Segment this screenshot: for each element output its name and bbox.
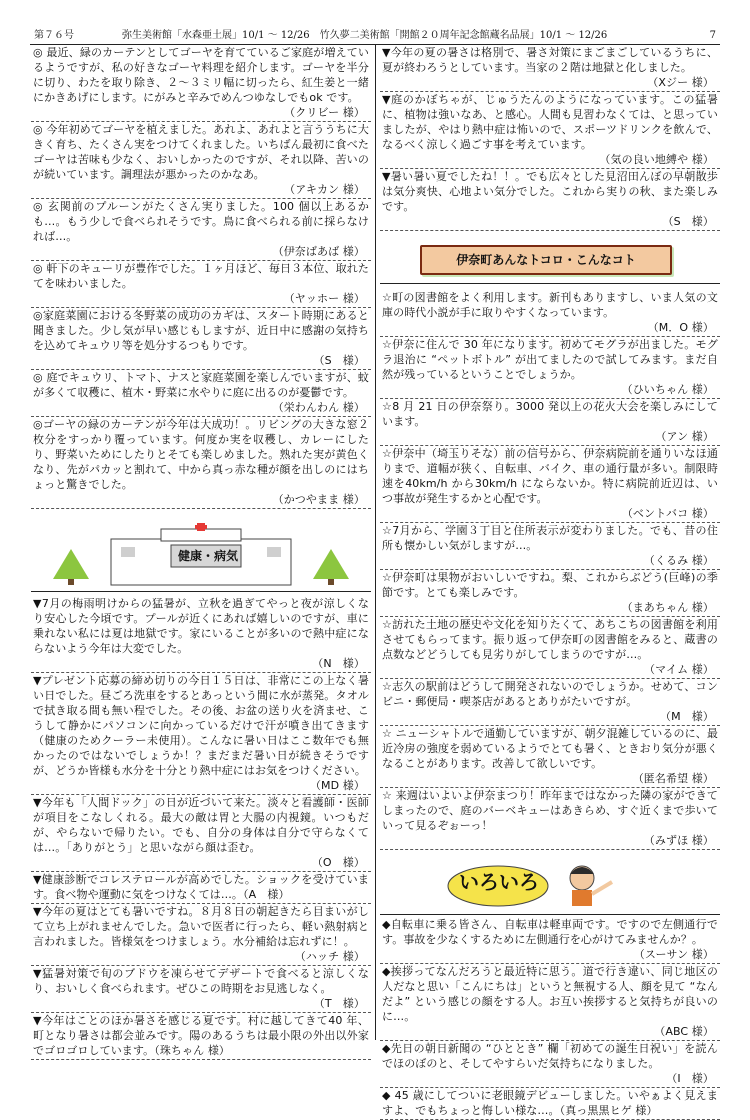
reader-comment bbox=[380, 45, 720, 92]
comment-signature: （ヤッホー 様） bbox=[283, 292, 365, 305]
comment-signature: （O 様） bbox=[311, 856, 365, 869]
comment-signature: （まあちゃん 様） bbox=[621, 601, 714, 614]
left-column bbox=[31, 45, 371, 1057]
page-header bbox=[30, 28, 720, 45]
comment-signature: （ベントバコ 様） bbox=[621, 507, 714, 520]
comment-text: ▼庭のかぼちゃが、じゅうたんのようになっています。この猛暑に、植物は強いなあ、と感心。人間も見習わなくては、と思っていましたが、やはり熱中症は怖いので、スポーツドリンクを飲んで、なるべく涼しく過ごす事を考えています。 bbox=[382, 93, 718, 151]
reader-comment bbox=[31, 966, 371, 1013]
right-column bbox=[380, 45, 720, 1117]
misc-section-header bbox=[380, 854, 720, 915]
misc-section-title: いろいろ bbox=[459, 870, 539, 894]
comment-text: ☆7月から、学園３丁目と住所表示が変わりました。でも、昔の住所も懐かしい気がしますが…。 bbox=[382, 524, 718, 552]
comment-text: ▼今年も「人間ドック」の日が近づいて来た。淡々と看護師・医師が項目をこなしくれる。最大の敵は胃と大腸の内視鏡。いつもだが、やらないで帰りたい。でも、自分の身体は自分で守らなくては…。「ありがとう」と思いながら顔は歪む。 bbox=[33, 796, 369, 854]
comment-signature: （アキカン 様） bbox=[284, 183, 365, 196]
reader-comment bbox=[380, 570, 720, 617]
comment-signature: （N 様） bbox=[312, 657, 365, 670]
comment-text: ☆ 来週はいよいよ伊奈まつり！昨年まではなかった隣の家ができてしまったので、庭のバーベキューはあきらめ、すぐ近くまで歩いていって見るぞぉーっ！ bbox=[382, 789, 718, 832]
comment-signature: （M．O 様） bbox=[647, 321, 714, 334]
health-entries bbox=[31, 596, 371, 1060]
reader-comment bbox=[380, 92, 720, 169]
comment-signature: （匿名希望 様） bbox=[632, 772, 714, 785]
comment-text: ▼今年の夏はとても暑いですね。８月８日の朝起きたら目まいがして立ち上がれませんでした。急いで医者に行ったら、軽い熱射病と言われました。皆様気をつけましょう。水分補給は忘れずに！。 bbox=[33, 905, 369, 948]
health-section-header bbox=[31, 519, 371, 592]
reader-comment bbox=[31, 308, 371, 370]
reader-comment bbox=[380, 337, 720, 399]
page-number: 7 bbox=[709, 30, 716, 41]
comment-signature: （伊奈ばあば 様） bbox=[272, 245, 365, 258]
comment-signature: （クリビー 様） bbox=[284, 106, 365, 119]
reader-comment bbox=[380, 523, 720, 570]
issue-number: 第７６号 bbox=[34, 30, 74, 41]
comment-text: ☆志久の駅前はどうして開発されないのでしょうか。せめて、コンビニ・郵便局・喫茶店があるとありがたいですが。 bbox=[382, 680, 718, 708]
comment-signature: （ABC 様） bbox=[654, 1025, 714, 1038]
comment-signature: （ひいちゃん 様） bbox=[621, 383, 714, 396]
reader-comment bbox=[31, 1013, 371, 1060]
comment-text: ▼今年はことのほか暑さを感じる夏です。村に越してきて40 年、町となり暑さは都会並みです。陽のあるうちは最小限の外出以外家でゴロゴロしています。（珠ちゃん 様） bbox=[33, 1014, 369, 1057]
comment-text: ☆町の図書館をよく利用します。新刊もありますし、いま人気の文庫の時代小説が手に取りやすくなっています。 bbox=[382, 291, 718, 319]
comment-signature: （スーサン 様） bbox=[633, 948, 714, 961]
comment-text: ☆伊奈町は果物がおいしいですね。梨、これからぶどう(巨峰)の季節です。とても楽しみです。 bbox=[382, 571, 718, 599]
column-divider bbox=[375, 45, 376, 1040]
comment-text: ☆伊奈に住んで 30 年になります。初めてモグラが出ました。モグラ退治に “ペットボトル” が出てましたので試してみます。まだ自然が残っているということでしょうか。 bbox=[382, 338, 718, 381]
comment-signature: （マイム 様） bbox=[644, 663, 714, 676]
comment-signature: （I 様） bbox=[666, 1072, 714, 1085]
comment-text: ▼プレゼント応募の締め切りの今日１５日は、非常にこの上なく暑い日でした。昼ごろ洗車をするとあっという間に水が蒸発。タオルで拭き取る間も無い程でした。その後、お盆の送り火を済ませ、こうして静かにパソコンに向かっているだけで汗が噴き出てきます（健康のためクーラー未使用）。こんなに暑い日はここ数年でも無かったのではないでしょうか！？まだまだ暑い日が続きそうですが、どうか皆様も水分を十分とり熱中症にはお気をつけください。 bbox=[33, 674, 369, 777]
reader-comment bbox=[380, 726, 720, 788]
reader-comment bbox=[380, 399, 720, 446]
comment-signature: （MD 様） bbox=[309, 779, 365, 792]
comment-text: ◎ 今年初めてゴーヤを植えました。あれよ、あれよと言ううちに大きく育ち、たくさん実をつけてくれました。いちばん最初に食べたゴーヤは苦味も少なく、おいしかったのですが、それ以降、苦いのが続いています。調理法が悪かったのかなあ。 bbox=[33, 123, 369, 181]
reader-comment bbox=[380, 964, 720, 1041]
comment-signature: （アン 様） bbox=[655, 430, 714, 443]
town-section-header bbox=[380, 239, 720, 284]
reader-comment bbox=[380, 1041, 720, 1088]
comment-signature: （Xジー 様） bbox=[647, 76, 714, 89]
comment-text: ◎ 軒下のキューリが豊作でした。１ヶ月ほど、毎日３本位、取れたてを味わいました。 bbox=[33, 262, 369, 290]
reader-comment bbox=[31, 261, 371, 308]
comment-signature: （かつやまま 様） bbox=[272, 493, 365, 506]
heat-entries bbox=[380, 45, 720, 231]
reader-comment bbox=[31, 904, 371, 966]
comment-text: ◆自転車に乗る皆さん、自転車は軽車両です。ですので左側通行です。事故を少なくするために左側通行を心がけてみませんか？。 bbox=[382, 918, 718, 946]
right-tree-icon bbox=[313, 549, 349, 579]
reader-comment bbox=[380, 446, 720, 523]
comment-text: ▼今年の夏の暑さは格別で、暑さ対策にまごまごしているうちに、夏が終わろうとしています。当家の２階は地獄と化しました。 bbox=[382, 46, 718, 74]
exhibition-info: 弥生美術館「水森亜土展」10/1 ～ 12/26 竹久夢二美術館「開館２０周年記念館蔵名品展」10/1 ～ 12/26 bbox=[122, 30, 608, 41]
comment-text: ◎ 庭でキュウリ、トマト、ナスと家庭菜園を楽しんでいますが、蚊が多くて収穫に、植木・野菜に水やりに庭に出るのが憂鬱です。 bbox=[33, 371, 369, 399]
comment-text: ◎家庭菜園における冬野菜の成功のカギは、スタート時期にあると聞きました。少し気が早い感じもしますが、近日中に感謝の気持ちを込めてキュウリ等を処分するつもりです。 bbox=[33, 309, 369, 352]
comment-text: ◆先日の朝日新聞の “ひととき” 欄「初めての誕生日祝い」を読んでほのぼのと、そしてやすらいだ気持ちになりました。 bbox=[382, 1042, 718, 1070]
comment-text: ☆訪れた土地の歴史や文化を知りたくて、あちこちの図書館を利用させてもらってます。振り返って伊奈町の図書館をみると、蔵書の点数などどうしても見劣りがしてしまうのですが…。 bbox=[382, 618, 718, 661]
comment-signature: （気の良い地縛や 様） bbox=[599, 153, 714, 166]
comment-text: ▼暑い暑い夏でしたね！！。でも広々とした見沼田んぼの早朝散歩は気分爽快、心地よい気分でした。これから実りの秋、また楽しみです。 bbox=[382, 170, 718, 213]
comment-text: ▼7月の梅雨明けからの猛暑が、立秋を過ぎてやっと夜が涼しくなり安心した今頃です。プールが近くにあれば嬉しいのですが、車に乗れない私には夏は地獄です。家にいることが多いので熱中症にならないよう今年は大変でした。 bbox=[33, 597, 369, 655]
reader-comment bbox=[380, 617, 720, 679]
garden-entries bbox=[31, 45, 371, 509]
reader-comment bbox=[380, 788, 720, 850]
comment-text: ▼猛暑対策で旬のブドウを凍らせてデザートで食べると涼しくなり、おいしく食べられます。ぜひこの時期をお見逃しなく。 bbox=[33, 967, 369, 995]
comment-signature: （T 様） bbox=[313, 997, 365, 1010]
comment-text: ◎ゴーヤの緑のカーテンが今年は大成功！。リビングの大きな窓２枚分をすっかり覆っています。何度か実を収穫し、カレーにしたり、野菜いためにしたりとそても楽しめました。熟れた実が黄色くなり、先がパカッと割れて、中から真っ赤な種が顔を出しのにはちょっと驚きでした。 bbox=[33, 418, 369, 491]
left-tree-icon bbox=[53, 549, 89, 579]
reader-comment bbox=[31, 872, 371, 904]
comment-text: ▼健康診断でコレステロールが高めでした。ショックを受けています。食べ物や運動に気をつけなくては…。（A 様） bbox=[33, 873, 369, 901]
comment-text: ☆ ニューシャトルで通勤していますが、朝夕混雑しているのに、最近冷房の強度を弱めているようでとても暑く、ときおり気分が悪くなることがあります。改善して欲しいです。 bbox=[382, 727, 718, 770]
comment-text: ☆伊奈中（埼玉りそな）前の信号から、伊奈病院前を通りいなほ通りまで、道幅が狭く、自転車、バイク、車の通行量が多い。制限時速を40km/h から30km/h にならないか。特に病院前近辺は、いつ事故が発生するかと心配です。 bbox=[382, 447, 718, 505]
reader-comment bbox=[380, 1088, 720, 1120]
reader-comment bbox=[31, 122, 371, 199]
reader-comment bbox=[31, 417, 371, 509]
comment-signature: （ハッチ 様） bbox=[294, 950, 365, 963]
reader-comment bbox=[31, 596, 371, 673]
reader-comment bbox=[380, 679, 720, 726]
reader-comment bbox=[31, 370, 371, 417]
town-entries bbox=[380, 290, 720, 850]
comment-signature: （M 様） bbox=[660, 710, 714, 723]
reader-comment bbox=[380, 917, 720, 964]
comment-text: ◎ 最近、緑のカーテンとしてゴーヤを育てているご家庭が増えているようですが、私の好きなゴーヤ料理を紹介します。ゴーヤを半分に切り、わたを取り除き、２～３ミリ幅に切ったら、紅生姜と一緒にかきあげにします。にがみと辛みでめんつゆなしでもok です。 bbox=[33, 46, 369, 104]
reader-comment bbox=[31, 45, 371, 122]
comment-signature: （みずほ 様） bbox=[643, 834, 714, 847]
comment-text: ◆ 45 歳にしてついに老眼鏡デビューしました。いやぁよく見えますよ、でもちょっと悔しい様な…。（真っ黒黒ヒゲ 様） bbox=[382, 1089, 718, 1117]
comment-signature: （S 様） bbox=[662, 215, 714, 228]
comment-text: ☆8 月 21 日の伊奈祭り。3000 発以上の花火大会を楽しみにしています。 bbox=[382, 400, 718, 428]
comment-signature: （S 様） bbox=[313, 354, 365, 367]
health-section-title: 健康・病気 bbox=[177, 549, 238, 563]
town-section-title: 伊奈町あんなトコロ・こんなコト bbox=[420, 245, 672, 275]
reader-comment bbox=[31, 199, 371, 261]
reader-comment bbox=[31, 795, 371, 872]
reader-comment bbox=[380, 169, 720, 231]
comment-text: ◆挨拶ってなんだろうと最近特に思う。道で行き違い、同じ地区の人だなと思い「こんにちは」というと無視する人、顔を見て “なんだよ” という感じの顔をする人。お互い挨拶すると気持ちが良いのに…。 bbox=[382, 965, 718, 1023]
reader-comment bbox=[31, 673, 371, 795]
reader-comment bbox=[380, 290, 720, 337]
comment-signature: （くるみ 様） bbox=[643, 554, 714, 567]
misc-entries bbox=[380, 917, 720, 1120]
comment-signature: （栄わんわん 様） bbox=[272, 401, 365, 414]
comment-text: ◎ 玄関前のプルーンがたくさん実りました。100 個以上あるかも…。もう少しで食べられそうです。鳥に食べられる前に採らなければ…。 bbox=[33, 200, 369, 243]
